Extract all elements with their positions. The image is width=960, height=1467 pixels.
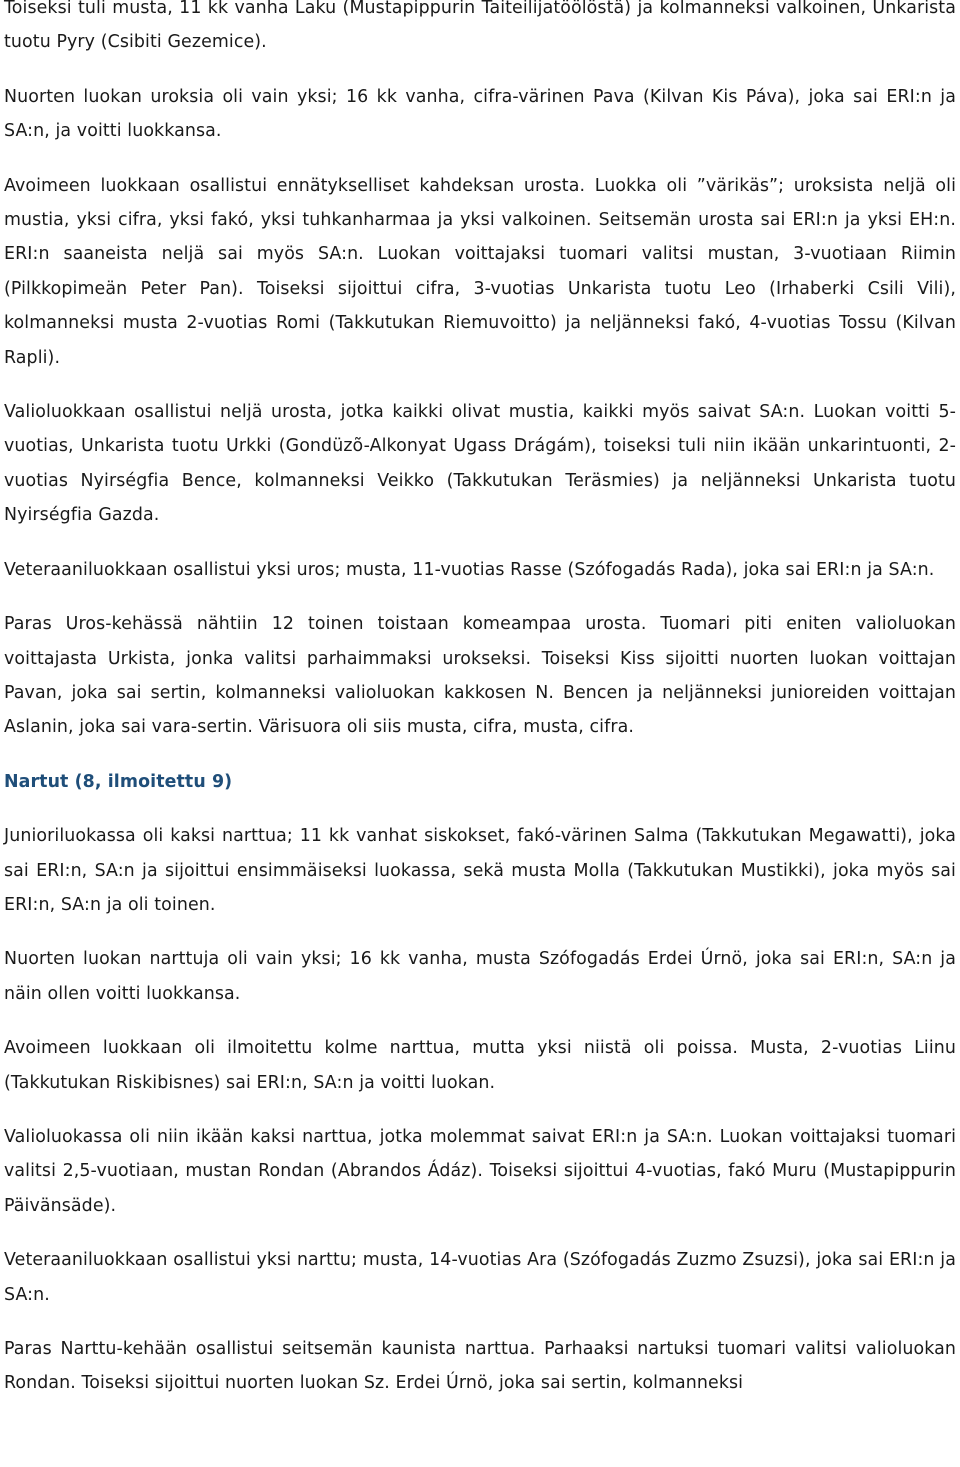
paragraph-champion-class-males: Valioluokkaan osallistui neljä urosta, jotka kaikki olivat mustia, kaikki myös saivat SA:n. Luokan voitti 5-vuotias, Unkarista tuotu Urkki (Gondüzõ-Alkonyat Ugass Drágám), toiseksi tuli niin ikään unkarintuonti, 2-vuotias Nyirségfia Bence, kolmanneksi Veikko (Takkutukan Teräsmies) ja neljänneksi Unkarista tuotu Nyirségfia Gazda. [4, 402, 956, 526]
paragraph-veteran-class-males: Veteraaniluokkaan osallistui yksi uros; musta, 11-vuotias Rasse (Szófogadás Rada), joka sai ERI:n ja SA:n. [4, 559, 935, 580]
paragraph-open-class-females: Avoimeen luokkaan oli ilmoitettu kolme narttua, mutta yksi niistä oli poissa. Musta, 2-vuotias Liinu (Takkutukan Riskibisnes) sai ERI:n, SA:n ja voitti luokan. [4, 1038, 956, 1093]
paragraph-best-male-ring: Paras Uros-kehässä nähtiin 12 toinen toistaan komeampaa urosta. Tuomari piti eniten valioluokan voittajasta Urkista, jonka valitsi parhaimmaksi urokseksi. Toiseksi Kiss sijoitti nuorten luokan voittajan Pavan, joka sai sertin, kolmanneksi valioluokan kakkosen N. Bencen ja neljänneksi junioreiden voittajan Aslanin, joka sai vara-sertin. Värisuora oli siis musta, cifra, musta, cifra. [4, 614, 956, 738]
paragraph-second-place-junior-males: Toiseksi tuli musta, 11 kk vanha Laku (Mustapippurin Taiteilijatöölöstä) ja kolmanneksi valkoinen, Unkarista tuotu Pyry (Csibiti Gezemice). [4, 0, 956, 53]
paragraph-junior-class-females: Junioriluokassa oli kaksi narttua; 11 kk vanhat siskokset, fakó-värinen Salma (Takkutukan Megawatti), joka sai ERI:n, SA:n ja sijoittui ensimmäiseksi luokassa, sekä musta Molla (Takkutukan Mustikki), joka myös sai ERI:n, SA:n ja oli toinen. [4, 826, 956, 915]
paragraph-veteran-class-females: Veteraaniluokkaan osallistui yksi narttu; musta, 14-vuotias Ara (Szófogadás Zuzmo Zsuzsi), joka sai ERI:n ja SA:n. [4, 1250, 956, 1305]
document-page [4, 0, 956, 1421]
paragraph-best-female-ring: Paras Narttu-kehään osallistui seitsemän kaunista narttua. Parhaaksi nartuksi tuomari valitsi valioluokan Rondan. Toiseksi sijoittui nuorten luokan Sz. Erdei Úrnö, joka sai sertin, kolmanneksi [4, 1339, 956, 1394]
paragraph-youth-class-males: Nuorten luokan uroksia oli vain yksi; 16 kk vanha, cifra-värinen Pava (Kilvan Kis Páva), joka sai ERI:n ja SA:n, ja voitti luokkansa. [4, 86, 956, 142]
paragraph-youth-class-females: Nuorten luokan narttuja oli vain yksi; 16 kk vanha, musta Szófogadás Erdei Úrnö, joka sai ERI:n, SA:n ja näin ollen voitti luokkansa. [4, 949, 956, 1004]
paragraph-champion-class-females: Valioluokassa oli niin ikään kaksi narttua, jotka molemmat saivat ERI:n ja SA:n. Luokan voittajaksi tuomari valitsi 2,5-vuotiaan, mustan Rondan (Abrandos Ádáz). Toiseksi sijoittui 4-vuotias, fakó Muru (Mustapippurin Päivänsäde). [4, 1126, 956, 1216]
paragraph-open-class-males: Avoimeen luokkaan osallistui ennätykselliset kahdeksan urosta. Luokka oli ”värikäs”; uroksista neljä oli mustia, yksi cifra, yksi fakó, yksi tuhkanharmaa ja yksi valkoinen. Seitsemän urosta sai ERI:n ja yksi EH:n. ERI:n saaneista neljä sai myös SA:n. Luokan voittajaksi tuomari valitsi mustan, 3-vuotiaan Riimin (Pilkkopimeän Peter Pan). Toiseksi sijoittui cifra, 3-vuotias Unkarista tuotu Leo (Irhaberki Csili Vili), kolmanneksi musta 2-vuotias Romi (Takkutukan Riemuvoitto) ja neljänneksi fakó, 4-vuotias Tossu (Kilvan Rapli). [4, 175, 956, 368]
section-heading-females: Nartut (8, ilmoitettu 9) [4, 771, 233, 792]
